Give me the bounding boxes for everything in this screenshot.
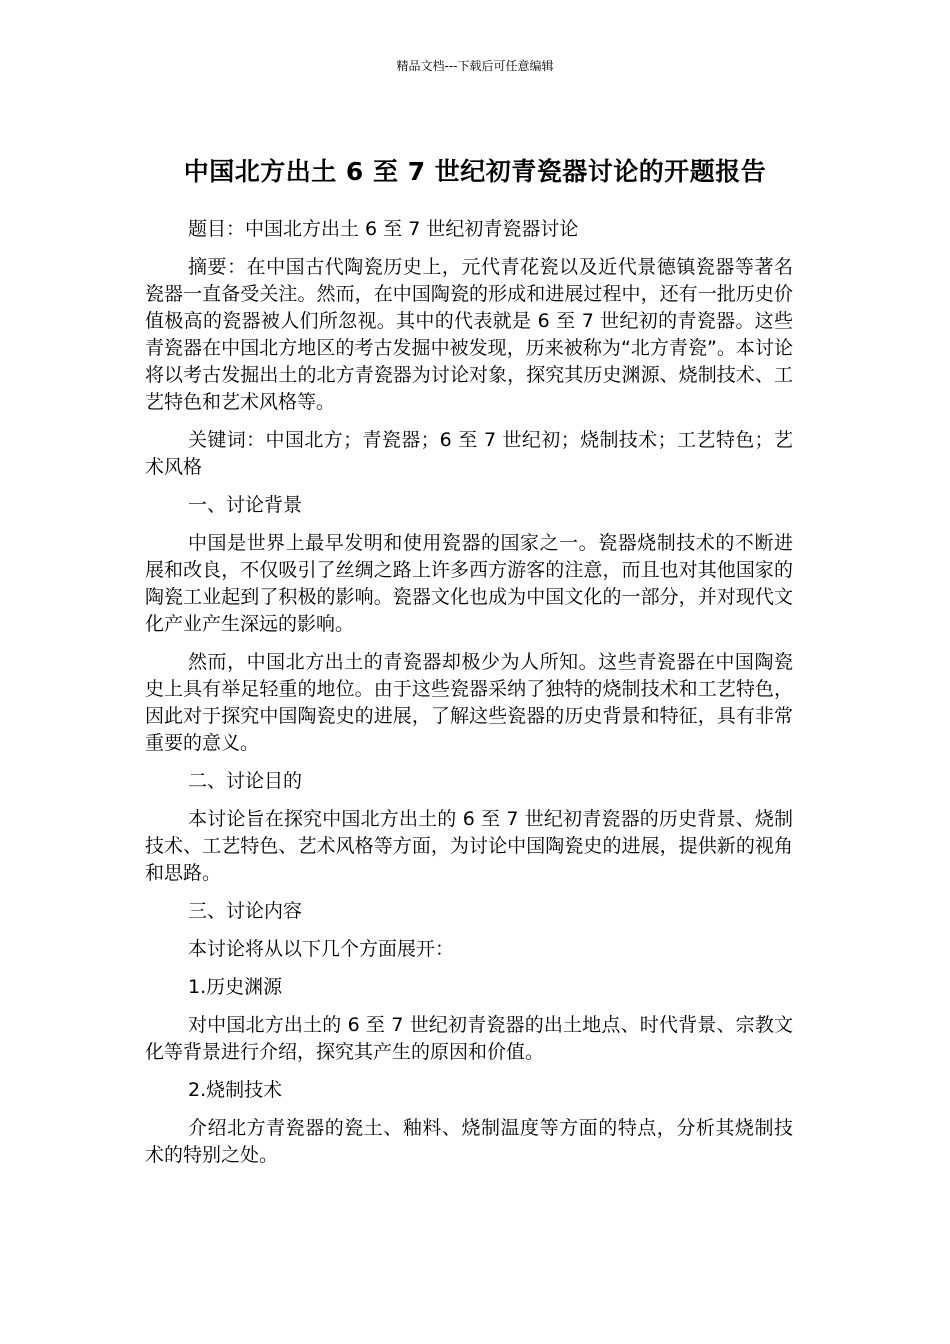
topic-paragraph: 题目：中国北方出土 6 至 7 世纪初青瓷器讨论	[188, 218, 579, 240]
page-header: 精品文档---下载后可任意编辑	[396, 59, 554, 73]
subheading-firing-technique: 2.烧制技术	[188, 1079, 283, 1101]
keywords-paragraph: 关键词：中国北方；青瓷器；6 至 7 世纪初；烧制技术；工艺特色；艺术风格	[145, 429, 793, 478]
section-heading-purpose: 二、讨论目的	[188, 770, 303, 792]
abstract-paragraph: 摘要：在中国古代陶瓷历史上，元代青花瓷以及近代景德镇瓷器等著名瓷器一直备受关注。然而，在中国陶瓷的形成和进展过程中，还有一批历史价值极高的瓷器被人们所忽视。其中的代表就是 6 至 7 世纪初的青瓷器。这些青瓷器在中国北方地区的考古发掘中被发现，历来被称为“北方青瓷”。本讨论将以考古发掘出土的北方青瓷器为讨论对象，探究其历史渊源、烧制技术、工艺特色和艺术风格等。	[145, 256, 793, 413]
content-intro-paragraph: 本讨论将从以下几个方面展开：	[188, 938, 455, 960]
history-paragraph: 对中国北方出土的 6 至 7 世纪初青瓷器的出土地点、时代背景、宗教文化等背景进行介绍，探究其产生的原因和价值。	[145, 1014, 793, 1063]
section-heading-content: 三、讨论内容	[188, 900, 303, 922]
document-body	[145, 216, 793, 1180]
section-heading-background: 一、讨论背景	[188, 494, 303, 516]
subheading-history: 1.历史渊源	[188, 976, 283, 998]
background-paragraph-2: 然而，中国北方出土的青瓷器却极少为人所知。这些青瓷器在中国陶瓷史上具有举足轻重的地位。由于这些瓷器采纳了独特的烧制技术和工艺特色，因此对于探究中国陶瓷史的进展，了解这些瓷器的历史背景和特征，具有非常重要的意义。	[145, 651, 793, 754]
firing-technique-paragraph: 介绍北方青瓷器的瓷土、釉料、烧制温度等方面的特点，分析其烧制技术的特别之处。	[145, 1117, 793, 1166]
purpose-paragraph: 本讨论旨在探究中国北方出土的 6 至 7 世纪初青瓷器的历史背景、烧制技术、工艺特色、艺术风格等方面，为讨论中国陶瓷史的进展，提供新的视角和思路。	[145, 808, 793, 884]
background-paragraph-1: 中国是世界上最早发明和使用瓷器的国家之一。瓷器烧制技术的不断进展和改良，不仅吸引了丝绸之路上许多西方游客的注意，而且也对其他国家的陶瓷工业起到了积极的影响。瓷器文化也成为中国文化的一部分，并对现代文化产业产生深远的影响。	[145, 532, 793, 635]
document-title: 中国北方出土 6 至 7 世纪初青瓷器讨论的开题报告	[183, 156, 767, 186]
